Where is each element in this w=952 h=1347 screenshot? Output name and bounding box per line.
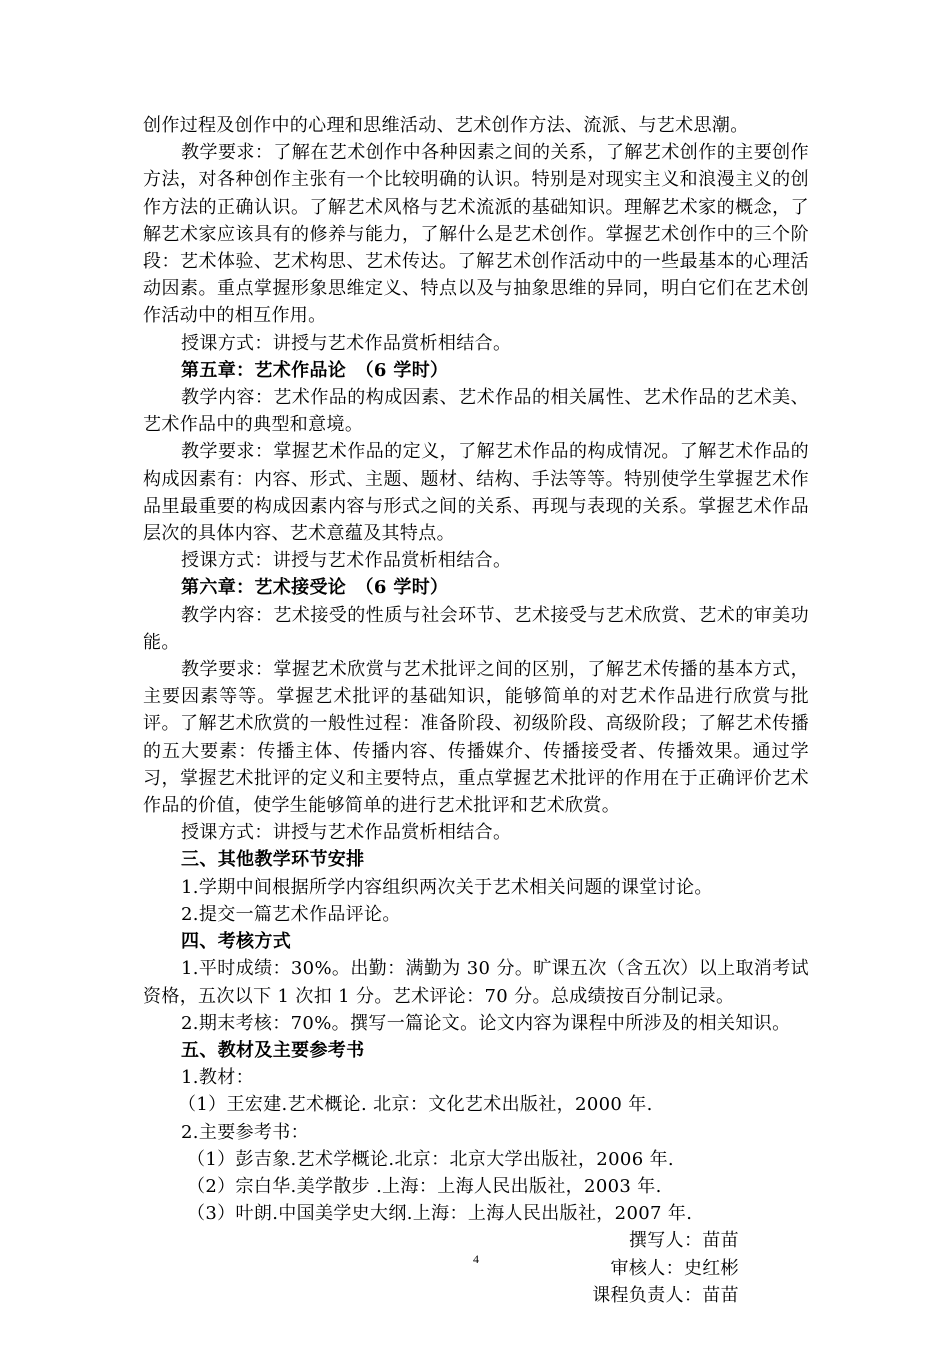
list-item-references-label: 2.主要参考书： (181, 1121, 309, 1143)
page-number: 4 (473, 1252, 479, 1266)
heading-chapter-6: 第六章：艺术接受论 （6 学时） (181, 577, 449, 599)
paragraph-teaching-requirements-ch4: 教学要求：了解在艺术创作中各种因素之间的关系，了解艺术创作的主要创作方法，对各种创作主张有一个比较明确的认识。特别是对现实主义和浪漫主义的创作方法的正确认识。了解艺术风格与艺术流派的基础知识。理解艺术家的概念，了解艺术家应该具有的修养与能力，了解什么是艺术创作。掌握艺术创作中的三个阶段：艺术体验、艺术构思、艺术传达。了解艺术创作活动中的一些最基本的心理活动因素。重点掌握形象思维定义、特点以及与抽象思维的异同，明白它们在艺术创作活动中的相互作用。 (143, 142, 809, 327)
paragraph-teaching-requirements-ch6: 教学要求：掌握艺术欣赏与艺术批评之间的区别，了解艺术传播的基本方式，主要因素等等。掌握艺术批评的基础知识，能够简单的对艺术作品进行欣赏与批评。了解艺术欣赏的一般性过程：准备阶段、初级阶段、高级阶段；了解艺术传播的五大要素：传播主体、传播内容、传播媒介、传播接受者、传播效果。通过学习，掌握艺术批评的定义和主要特点，重点掌握艺术批评的作用在于正确评价艺术作品的价值，使学生能够简单的进行艺术批评和艺术欣赏。 (143, 659, 809, 817)
paragraph-teaching-content-ch5: 教学内容：艺术作品的构成因素、艺术作品的相关属性、艺术作品的艺术美、艺术作品中的典型和意境。 (143, 387, 809, 436)
heading-section-4: 四、考核方式 (181, 931, 292, 953)
document-body (143, 112, 809, 1309)
paragraph-teaching-method-ch5: 授课方式：讲授与艺术作品赏析相结合。 (181, 550, 512, 572)
paragraph-assessment-1: 1.平时成绩：30%。出勤：满勤为 30 分。旷课五次（含五次）以上取消考试资格，五次以下 1 次扣 1 分。艺术评论：70 分。总成绩按百分制记录。 (143, 958, 809, 1007)
signature-writer: 撰写人：苗苗 (628, 1230, 739, 1252)
paragraph-teaching-method-ch4: 授课方式：讲授与艺术作品赏析相结合。 (181, 332, 512, 354)
list-item-textbook-1: （1）王宏建.艺术概论. 北京：文化艺术出版社，2000 年. (178, 1094, 653, 1116)
heading-section-3: 三、其他教学环节安排 (181, 849, 365, 871)
paragraph-1: 创作过程及创作中的心理和思维活动、艺术创作方法、流派、与艺术思潮。 (143, 115, 749, 136)
list-item-textbook-label: 1.教材： (181, 1067, 254, 1089)
list-item-other-2: 2.提交一篇艺术作品评论。 (181, 903, 401, 925)
signature-course-lead: 课程负责人：苗苗 (592, 1284, 739, 1306)
list-item-reference-2: （2）宗白华.美学散步 .上海：上海人民出版社，2003 年. (187, 1175, 662, 1197)
paragraph-assessment-2: 2.期末考核：70%。撰写一篇论文。论文内容为课程中所涉及的相关知识。 (181, 1012, 791, 1034)
heading-section-5: 五、教材及主要参考书 (181, 1039, 365, 1061)
signature-reviewer: 审核人：史红彬 (610, 1257, 739, 1279)
list-item-other-1: 1.学期中间根据所学内容组织两次关于艺术相关问题的课堂讨论。 (181, 876, 713, 898)
heading-chapter-5: 第五章：艺术作品论 （6 学时） (181, 359, 449, 381)
list-item-reference-3: （3）叶朗.中国美学史大纲.上海：上海人民出版社，2007 年. (187, 1203, 693, 1225)
paragraph-teaching-content-ch6: 教学内容：艺术接受的性质与社会环节、艺术接受与艺术欣赏、艺术的审美功能。 (143, 604, 809, 653)
paragraph-teaching-method-ch6: 授课方式：讲授与艺术作品赏析相结合。 (181, 822, 512, 844)
list-item-reference-1: （1）彭吉象.艺术学概论.北京：北京大学出版社，2006 年. (187, 1148, 674, 1170)
paragraph-teaching-requirements-ch5: 教学要求：掌握艺术作品的定义，了解艺术作品的构成情况。了解艺术作品的构成因素有：内容、形式、主题、题材、结构、手法等等。特别使学生掌握艺术作品里最重要的构成因素内容与形式之间的关系、再现与表现的关系。掌握艺术作品层次的具体内容、艺术意蕴及其特点。 (143, 441, 809, 545)
